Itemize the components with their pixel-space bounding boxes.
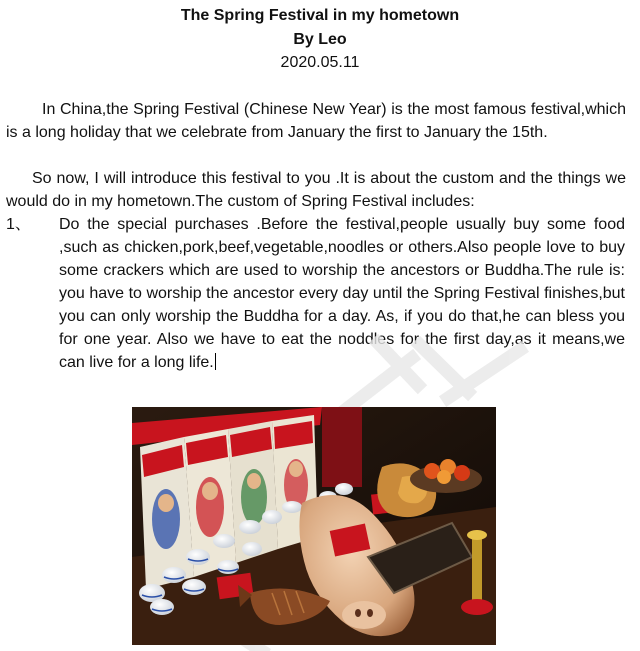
- paragraph-custom[interactable]: So now, I will introduce this festival to you .It is about the custom and the things we would do in my hometown.The custom of Spring Festival includes:: [6, 170, 626, 210]
- text-cursor: [215, 353, 216, 370]
- paragraph-intro[interactable]: In China,the Spring Festival (Chinese New Year) is the most famous festival,which is a long holiday that we celebrate from January the first to January the 15th.: [6, 101, 626, 141]
- list-item-body[interactable]: Do the special purchases .Before the festival,people usually buy some food ,such as chicken,pork,beef,vegetable,noodles or others.Also people love to buy some crackers which are used to worship the ancestors or Buddha.The rule is: you have to worship the ancestor every day until the Spring Festival finishes,but you can only worship the Buddha for a day. As, if you do that,he can bless you for one year. Also we have to eat the noddles for the first day,as it means,we can live for a long life.: [59, 216, 625, 371]
- document-author: By Leo: [293, 31, 347, 48]
- document-title: The Spring Festival in my hometown: [180, 7, 460, 24]
- list-item-number: 1、: [6, 216, 31, 233]
- list-item-text[interactable]: [59, 213, 625, 374]
- offering-table-photo: [132, 407, 496, 645]
- document-date: 2020.05.11: [280, 54, 360, 71]
